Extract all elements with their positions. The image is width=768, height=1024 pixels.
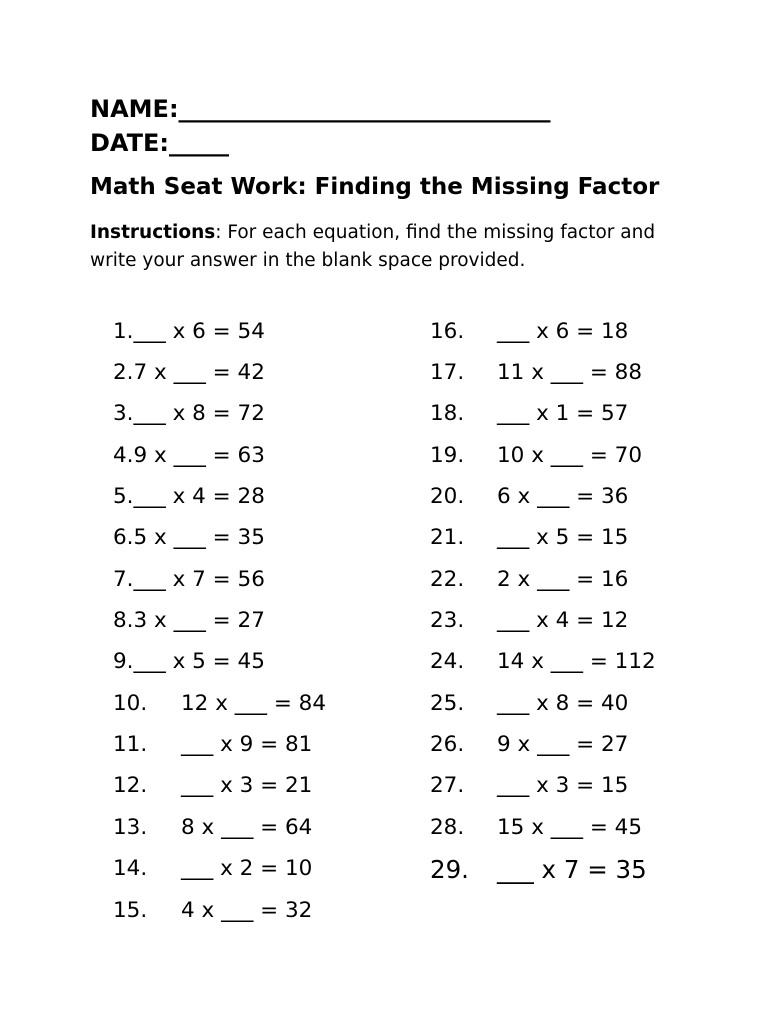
problem-item (113, 689, 326, 719)
problem-equation: ___ x 5 = 45 (133, 649, 265, 674)
problem-number: 11. (113, 732, 148, 757)
problem-number: 3. (113, 401, 134, 426)
problem-number: 27. (430, 773, 465, 798)
date-line: DATE:_____ (90, 129, 229, 157)
problem-item (113, 317, 265, 347)
problem-number: 23. (430, 608, 465, 633)
problem-number: 12. (113, 773, 148, 798)
problem-equation: 8 x ___ = 64 (181, 815, 313, 840)
problem-equation: ___ x 6 = 18 (497, 319, 629, 344)
problem-equation: 4 x ___ = 32 (181, 898, 313, 923)
problem-equation: ___ x 7 = 56 (133, 567, 265, 592)
problem-item (113, 482, 265, 512)
problem-item (113, 606, 265, 636)
problem-number: 13. (113, 815, 148, 840)
problem-number: 25. (430, 691, 465, 716)
problem-number: 8. (113, 608, 134, 633)
problem-equation: ___ x 5 = 15 (497, 525, 629, 550)
problem-item (430, 441, 642, 471)
problem-item (430, 565, 628, 595)
instructions-label: Instructions (90, 222, 216, 243)
problem-item (113, 565, 265, 595)
problem-equation: ___ x 1 = 57 (497, 401, 629, 426)
problem-item (430, 523, 628, 553)
problem-item (113, 647, 265, 677)
problem-number: 22. (430, 567, 465, 592)
problem-item (113, 441, 265, 471)
problem-item (430, 647, 656, 677)
problem-number: 29. (430, 855, 469, 884)
problem-number: 7. (113, 567, 134, 592)
problem-number: 15. (113, 898, 148, 923)
problem-item (430, 855, 647, 885)
problem-item (430, 606, 628, 636)
problem-equation: 9 x ___ = 27 (497, 732, 629, 757)
problem-item (430, 771, 628, 801)
problem-number: 24. (430, 649, 465, 674)
problem-equation: ___ x 9 = 81 (181, 732, 313, 757)
problem-item (113, 854, 312, 884)
problem-equation: ___ x 6 = 54 (133, 319, 265, 344)
problem-number: 4. (113, 443, 134, 468)
problem-item (430, 730, 628, 760)
problem-item (430, 813, 642, 843)
problem-number: 18. (430, 401, 465, 426)
problem-equation: ___ x 3 = 15 (497, 773, 629, 798)
problem-item (113, 523, 265, 553)
problem-equation: 10 x ___ = 70 (497, 443, 643, 468)
problem-number: 14. (113, 856, 148, 881)
problem-item (430, 482, 628, 512)
problem-number: 10. (113, 691, 148, 716)
problem-equation: 5 x ___ = 35 (133, 525, 265, 550)
problem-equation: 3 x ___ = 27 (133, 608, 265, 633)
problem-number: 28. (430, 815, 465, 840)
problem-equation: 2 x ___ = 16 (497, 567, 629, 592)
problem-item (430, 317, 628, 347)
problem-equation: ___ x 4 = 12 (497, 608, 629, 633)
problem-equation: 14 x ___ = 112 (497, 649, 656, 674)
problem-equation: 7 x ___ = 42 (133, 360, 265, 385)
problem-equation: 9 x ___ = 63 (133, 443, 265, 468)
problem-number: 21. (430, 525, 465, 550)
instructions-text: : For each equation, find the missing factor and write your answer in the blank space provided. (90, 222, 656, 271)
problem-equation: 12 x ___ = 84 (181, 691, 327, 716)
problem-number: 26. (430, 732, 465, 757)
problem-item (113, 813, 312, 843)
problem-item (430, 399, 628, 429)
problem-item (113, 730, 312, 760)
problem-number: 9. (113, 649, 134, 674)
problem-item (430, 358, 642, 388)
problem-item (113, 771, 312, 801)
problem-number: 5. (113, 484, 134, 509)
problem-equation: ___ x 8 = 40 (497, 691, 629, 716)
problem-number: 1. (113, 319, 134, 344)
name-line: NAME:_______________________________ (90, 95, 551, 123)
problem-item (113, 399, 265, 429)
problem-item (430, 689, 628, 719)
problem-number: 16. (430, 319, 465, 344)
problem-equation: ___ x 4 = 28 (133, 484, 265, 509)
problem-equation: 6 x ___ = 36 (497, 484, 629, 509)
problem-equation: ___ x 2 = 10 (181, 856, 313, 881)
problem-equation: ___ x 8 = 72 (133, 401, 265, 426)
page-title: Math Seat Work: Finding the Missing Factor (90, 174, 660, 200)
problem-item (113, 896, 312, 926)
problem-equation: 15 x ___ = 45 (497, 815, 643, 840)
problem-item (113, 358, 265, 388)
problem-equation: ___ x 7 = 35 (497, 855, 647, 884)
problem-equation: 11 x ___ = 88 (497, 360, 643, 385)
problem-number: 19. (430, 443, 465, 468)
problem-number: 6. (113, 525, 134, 550)
problem-number: 17. (430, 360, 465, 385)
problem-number: 20. (430, 484, 465, 509)
problem-number: 2. (113, 360, 134, 385)
problem-equation: ___ x 3 = 21 (181, 773, 313, 798)
